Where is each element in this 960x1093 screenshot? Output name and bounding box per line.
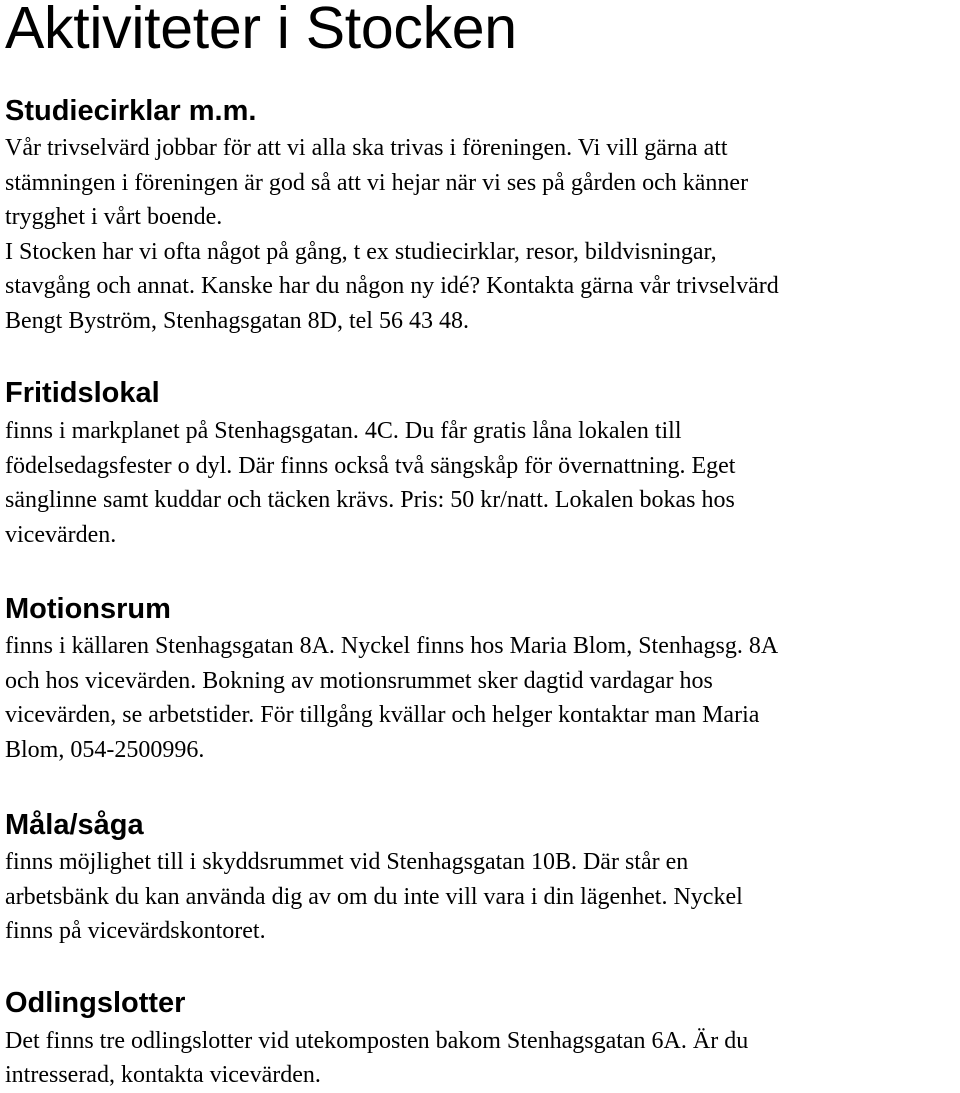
text-line: stavgång och annat. Kanske har du någon ny idé? Kontakta gärna vår trivselvärd <box>5 273 779 299</box>
text-line: intresserad, kontakta vicevärden. <box>5 1062 321 1088</box>
text-line: trygghet i vårt boende. <box>5 204 223 230</box>
text-line: finns i källaren Stenhagsgatan 8A. Nyckel finns hos Maria Blom, Stenhagsg. 8A <box>5 633 779 659</box>
section-heading-studiecirklar: Studiecirklar m.m. <box>5 95 257 127</box>
section-heading-fritidslokal: Fritidslokal <box>5 377 160 409</box>
section-heading-odlingslotter: Odlingslotter <box>5 986 186 1019</box>
text-line: födelsedagsfester o dyl. Där finns också två sängskåp för övernattning. Eget <box>5 452 736 479</box>
text-line: stämningen i föreningen är god så att vi hejar när vi ses på gården och känner <box>5 169 749 196</box>
text-line: arbetsbänk du kan använda dig av om du inte vill vara i din lägenhet. Nyckel <box>5 883 743 910</box>
section-body-odlingslotter <box>5 1024 955 1093</box>
page-title: Aktiviteter i Stocken <box>5 0 517 61</box>
text-line: Det finns tre odlingslotter vid utekomposten bakom Stenhagsgatan 6A. Är du <box>5 1027 749 1054</box>
text-line: vicevärden. <box>5 521 117 548</box>
paragraph <box>5 131 955 235</box>
text-line: Vår trivselvärd jobbar för att vi alla ska trivas i föreningen. Vi vill gärna att <box>5 135 728 161</box>
section-body-fritidslokal <box>5 414 955 552</box>
section-studiecirklar <box>5 94 955 338</box>
section-odlingslotter <box>5 986 955 1093</box>
section-heading-motionsrum: Motionsrum <box>5 593 171 625</box>
text-line: Bengt Byström, Stenhagsgatan 8D, tel 56 43 48. <box>5 307 469 334</box>
text-line: och hos vicevärden. Bokning av motionsrummet sker dagtid vardagar hos <box>5 667 713 694</box>
text-line: Blom, 054-2500996. <box>5 736 205 763</box>
paragraph <box>5 235 955 339</box>
section-body-motionsrum <box>5 629 955 767</box>
section-body-studiecirklar <box>5 131 955 338</box>
text-line: finns i markplanet på Stenhagsgatan. 4C. Du får gratis låna lokalen till <box>5 418 682 444</box>
text-line: finns på vicevärdskontoret. <box>5 918 266 944</box>
section-fritidslokal <box>5 376 955 552</box>
section-body-mala-saga <box>5 845 955 949</box>
paragraph <box>5 845 955 949</box>
paragraph <box>5 629 955 767</box>
section-motionsrum <box>5 592 955 767</box>
paragraph <box>5 414 955 552</box>
document-page <box>5 0 955 1093</box>
text-line: sänglinne samt kuddar och täcken krävs. Pris: 50 kr/natt. Lokalen bokas hos <box>5 487 735 513</box>
paragraph <box>5 1024 955 1093</box>
section-heading-mala-saga: Måla/såga <box>5 809 144 841</box>
text-line: vicevärden, se arbetstider. För tillgång kvällar och helger kontaktar man Maria <box>5 702 760 728</box>
text-line: finns möjlighet till i skyddsrummet vid Stenhagsgatan 10B. Där står en <box>5 849 689 875</box>
text-line: I Stocken har vi ofta något på gång, t ex studiecirklar, resor, bildvisningar, <box>5 238 717 265</box>
section-mala-saga <box>5 808 955 949</box>
